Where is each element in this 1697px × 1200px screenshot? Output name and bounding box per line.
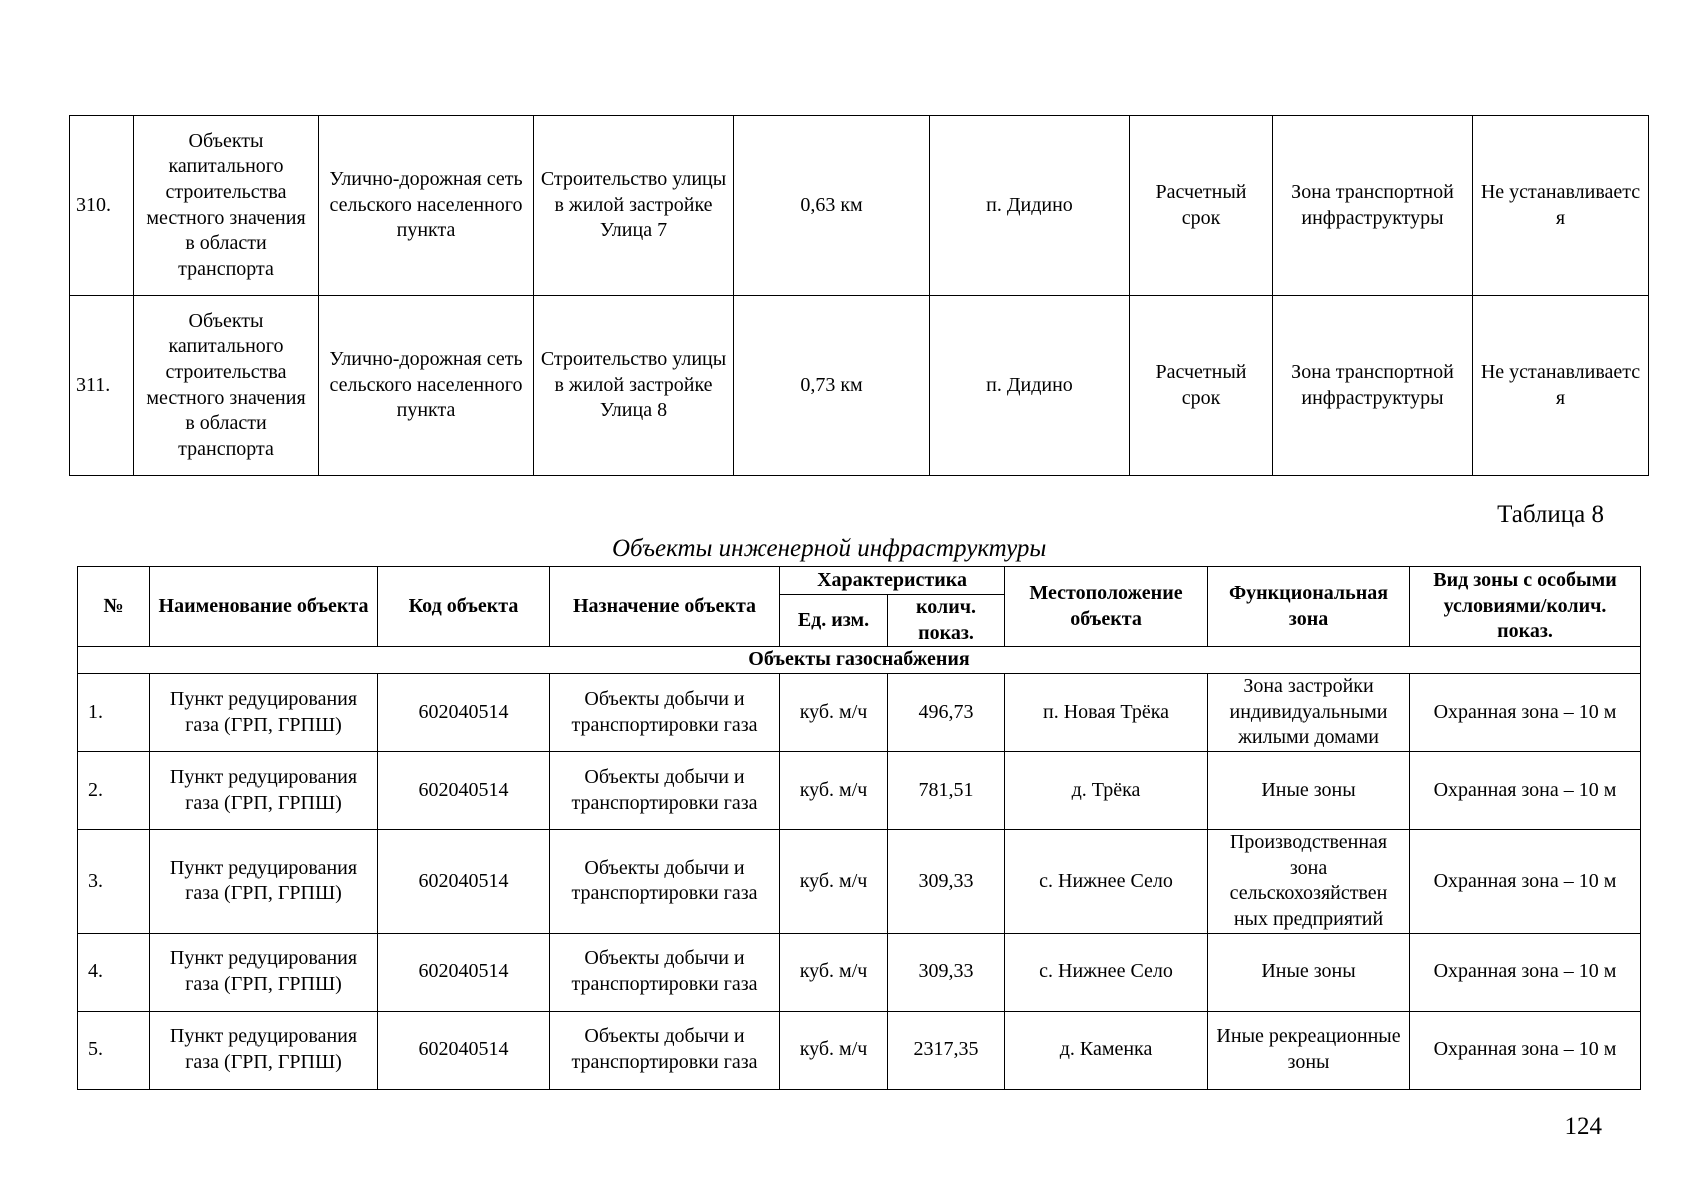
table-number: Таблица 8 — [1497, 501, 1604, 528]
header-name: Наименование объекта — [150, 567, 378, 647]
row-number: 311. — [70, 296, 134, 476]
header-quantity: колич. показ. — [888, 595, 1005, 647]
table-title: Объекты инженерной инфраструктуры — [612, 535, 1047, 562]
object-location: п. Новая Трёка — [1005, 674, 1208, 752]
row-number: 5. — [78, 1011, 150, 1089]
previous-table — [69, 115, 1649, 476]
functional-zone: Иные зоны — [1208, 933, 1410, 1011]
object-location: п. Дидино — [930, 116, 1130, 296]
object-name: Пункт редуцирования газа (ГРП, ГРПШ) — [150, 933, 378, 1011]
special-zone: Охранная зона – 10 м — [1410, 674, 1641, 752]
functional-zone: Зона транспортной инфраструктуры — [1273, 116, 1473, 296]
header-purpose: Назначение объекта — [550, 567, 780, 647]
object-location: д. Трёка — [1005, 752, 1208, 830]
quantity: 2317,35 — [888, 1011, 1005, 1089]
table-row — [78, 1011, 1641, 1089]
row-number: 310. — [70, 116, 134, 296]
unit: куб. м/ч — [780, 830, 888, 933]
special-zone: Охранная зона – 10 м — [1410, 830, 1641, 933]
row-number: 1. — [78, 674, 150, 752]
quantity: 309,33 — [888, 933, 1005, 1011]
row-number: 2. — [78, 752, 150, 830]
object-code: 602040514 — [378, 674, 550, 752]
object-location: п. Дидино — [930, 296, 1130, 476]
restriction-zone: Не устанавливаетс я — [1473, 296, 1649, 476]
object-purpose: Строительство улицы в жилой застройке Улица 7 — [534, 116, 734, 296]
object-purpose: Объекты добычи и транспортировки газа — [550, 933, 780, 1011]
object-location: д. Каменка — [1005, 1011, 1208, 1089]
table-row — [78, 752, 1641, 830]
functional-zone: Зона застройки индивидуальными жилыми домами — [1208, 674, 1410, 752]
object-purpose: Объекты добычи и транспортировки газа — [550, 752, 780, 830]
object-purpose: Объекты добычи и транспортировки газа — [550, 1011, 780, 1089]
object-type: Улично-дорожная сеть сельского населенного пункта — [319, 296, 534, 476]
header-num: № — [78, 567, 150, 647]
page-number: 124 — [1564, 1113, 1602, 1140]
header-code: Код объекта — [378, 567, 550, 647]
table-row — [70, 116, 1649, 296]
functional-zone: Производственная зона сельскохозяйствен ных предприятий — [1208, 830, 1410, 933]
object-name: Пункт редуцирования газа (ГРП, ГРПШ) — [150, 830, 378, 933]
header-special-zone: Вид зоны с особыми условиями/колич. показ. — [1410, 567, 1641, 647]
header-location: Местоположение объекта — [1005, 567, 1208, 647]
implementation-term: Расчетный срок — [1130, 116, 1273, 296]
object-length: 0,63 км — [734, 116, 930, 296]
engineering-infrastructure-table — [77, 566, 1641, 1090]
object-length: 0,73 км — [734, 296, 930, 476]
table-row — [78, 674, 1641, 752]
header-characteristic: Характеристика — [780, 567, 1005, 595]
functional-zone: Зона транспортной инфраструктуры — [1273, 296, 1473, 476]
object-location: с. Нижнее Село — [1005, 830, 1208, 933]
functional-zone: Иные рекреационные зоны — [1208, 1011, 1410, 1089]
row-number: 4. — [78, 933, 150, 1011]
object-code: 602040514 — [378, 933, 550, 1011]
implementation-term: Расчетный срок — [1130, 296, 1273, 476]
header-unit: Ед. изм. — [780, 595, 888, 647]
object-type: Улично-дорожная сеть сельского населенного пункта — [319, 116, 534, 296]
unit: куб. м/ч — [780, 933, 888, 1011]
object-location: с. Нижнее Село — [1005, 933, 1208, 1011]
header-row — [78, 567, 1641, 595]
special-zone: Охранная зона – 10 м — [1410, 933, 1641, 1011]
table-row — [78, 830, 1641, 933]
object-name: Пункт редуцирования газа (ГРП, ГРПШ) — [150, 1011, 378, 1089]
unit: куб. м/ч — [780, 674, 888, 752]
special-zone: Охранная зона – 10 м — [1410, 1011, 1641, 1089]
object-purpose: Строительство улицы в жилой застройке Улица 8 — [534, 296, 734, 476]
table-row — [78, 933, 1641, 1011]
restriction-zone: Не устанавливаетс я — [1473, 116, 1649, 296]
functional-zone: Иные зоны — [1208, 752, 1410, 830]
object-name: Пункт редуцирования газа (ГРП, ГРПШ) — [150, 674, 378, 752]
quantity: 781,51 — [888, 752, 1005, 830]
header-functional-zone: Функциональная зона — [1208, 567, 1410, 647]
object-name: Пункт редуцирования газа (ГРП, ГРПШ) — [150, 752, 378, 830]
object-code: 602040514 — [378, 830, 550, 933]
special-zone: Охранная зона – 10 м — [1410, 752, 1641, 830]
table-row — [70, 296, 1649, 476]
object-purpose: Объекты добычи и транспортировки газа — [550, 674, 780, 752]
section-title: Объекты газоснабжения — [78, 647, 1641, 674]
object-purpose: Объекты добычи и транспортировки газа — [550, 830, 780, 933]
object-code: 602040514 — [378, 752, 550, 830]
quantity: 309,33 — [888, 830, 1005, 933]
object-code: 602040514 — [378, 1011, 550, 1089]
object-category: Объекты капитального строительства местного значения в области транспорта — [134, 296, 319, 476]
row-number: 3. — [78, 830, 150, 933]
object-category: Объекты капитального строительства местного значения в области транспорта — [134, 116, 319, 296]
section-row — [78, 647, 1641, 674]
unit: куб. м/ч — [780, 1011, 888, 1089]
quantity: 496,73 — [888, 674, 1005, 752]
unit: куб. м/ч — [780, 752, 888, 830]
